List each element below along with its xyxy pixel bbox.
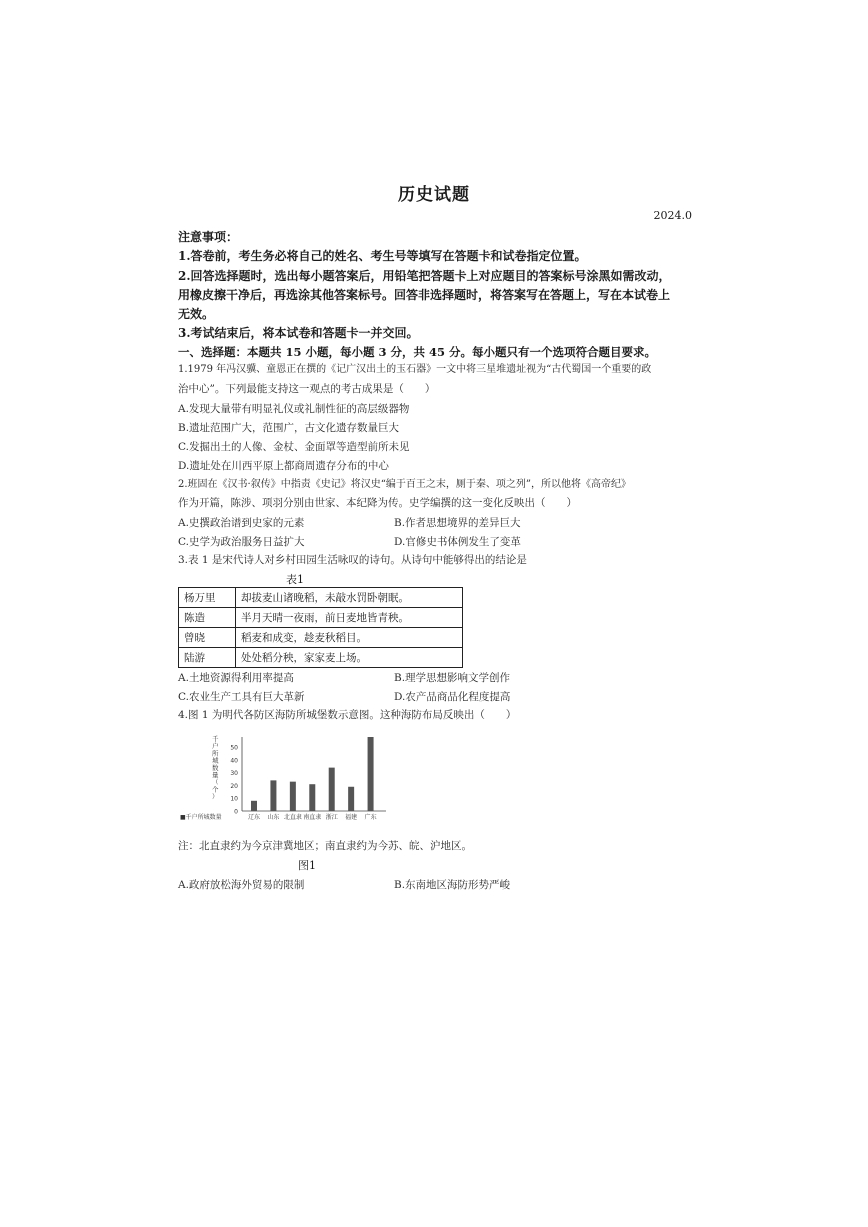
bar: [348, 787, 354, 811]
bar: [329, 768, 335, 811]
y-tick-label: 20: [230, 782, 238, 790]
q2-option-c: C.史学为政治服务日益扩大: [178, 536, 305, 548]
q4-note: 注：北直隶约为今京津冀地区；南直隶约为今苏、皖、沪地区。: [178, 840, 472, 852]
verse-cell: 稻麦和成变，趁麦秋稻目。: [236, 628, 463, 648]
q1-option-a: A.发现大量带有明显礼仪或礼制性征的高层级器物: [178, 403, 410, 415]
q4-stem: 4.图 1 为明代各防区海防所城堡数示意图。这种海防布局反映出（ ）: [178, 709, 517, 721]
x-tick-label: 山东: [267, 814, 280, 821]
bar-chart: [178, 730, 408, 825]
bar: [309, 784, 315, 811]
y-tick-label: 30: [230, 770, 238, 778]
y-tick-label: 40: [230, 757, 238, 765]
q4-option-b: B.东南地区海防形势严峻: [394, 879, 511, 891]
q3-option-b: B.理学思想影响文学创作: [394, 672, 511, 684]
notice-heading: 注意事项：: [178, 230, 239, 244]
q1-option-b: B.遗址范围广大，范围广，古文化遗存数量巨大: [178, 422, 400, 434]
verse-cell: 却拔麦山诸晚稻，未敲水罚卧朝眠。: [236, 588, 463, 608]
q1-stem-line1: 1.1979 年冯汉骥、童恩正在撰的《记广汉出土的玉石器》一文中将三星堆遗址视为“古代蜀国一个重要的政: [178, 364, 652, 375]
poet-cell: 陈造: [179, 608, 236, 628]
page-title: 历史试题: [398, 185, 470, 205]
q1-option-d: D.遗址处在川西平原上都商周遗存分布的中心: [178, 460, 389, 472]
verse-cell: 半月天晴一夜雨，前日麦地皆青秧。: [236, 608, 463, 628]
q4-option-a: A.政府放松海外贸易的限制: [178, 879, 305, 891]
verse-cell: 处处稻分秧，家家麦上场。: [236, 648, 463, 668]
notice-item-3: 3.考试结束后，将本试卷和答题卡一并交回。: [178, 326, 419, 340]
table-row: [179, 588, 463, 608]
x-tick-label: 广东: [364, 814, 377, 821]
table-row: [179, 648, 463, 668]
q2-option-d: D.官修史书体例发生了变革: [394, 536, 521, 548]
bar: [368, 737, 374, 811]
q2-stem-line2: 作为开篇，陈涉、项羽分别由世家、本纪降为传。史学编撰的这一变化反映出（ ）: [178, 497, 577, 509]
q2-option-a: A.史撰政治谱到史家的元素: [178, 517, 305, 529]
q3-stem: 3.表 1 是宋代诗人对乡村田园生活咏叹的诗句。从诗句中能够得出的结论是: [178, 554, 527, 566]
q2-stem-line1: 2.班固在《汉书·叙传》中指责《史记》将汉史“编于百王之末，厕于秦、项之列”，所以他将《高帝纪》: [178, 479, 631, 490]
bar: [270, 780, 276, 811]
y-tick-label: 50: [230, 744, 238, 752]
y-axis-label: 千户所城数量（个）: [212, 735, 219, 801]
q1-stem-line2: 治中心”。下列最能支持这一观点的考古成果是（ ）: [178, 383, 436, 395]
notice-item-2-cont: 用橡皮擦干净后，再选涂其他答案标号。回答非选择题时，将答案写在答题上，写在本试卷上: [178, 288, 671, 302]
poet-cell: 曾晓: [179, 628, 236, 648]
notice-item-2-end: 无效。: [178, 307, 215, 321]
q2-option-b: B.作者思想境界的差异巨大: [394, 517, 521, 529]
exam-date: 2024.0: [653, 209, 692, 222]
table-row: [179, 628, 463, 648]
x-tick-label: 北直隶: [283, 814, 302, 821]
x-tick-label: 南直隶: [303, 814, 322, 821]
x-tick-label: 福建: [345, 814, 358, 821]
q3-option-a: A.土地资源得利用率提高: [178, 672, 294, 684]
poet-cell: 陆游: [179, 648, 236, 668]
notice-item-2: 2.回答选择题时，选出每小题答案后，用铅笔把答题卡上对应题目的答案标号涂黑如需改动，: [178, 269, 671, 283]
poem-table: [178, 587, 463, 668]
bar: [290, 782, 296, 811]
notice-item-1: 1.答卷前，考生务必将自己的姓名、考生号等填写在答题卡和试卷指定位置。: [178, 249, 587, 263]
figure1-caption: 图1: [298, 859, 316, 872]
y-tick-label: 10: [230, 795, 238, 803]
chart-legend: ■千户所城数量: [180, 814, 222, 821]
q3-option-d: D.农产品商品化程度提高: [394, 691, 511, 703]
bar: [251, 801, 257, 811]
q1-option-c: C.发掘出土的人像、金杖、金面罩等造型前所未见: [178, 441, 410, 453]
x-tick-label: 浙江: [325, 814, 338, 821]
x-tick-label: 辽东: [247, 814, 261, 821]
table-row: [179, 608, 463, 628]
y-tick-label: 0: [234, 808, 238, 816]
poet-cell: 杨万里: [179, 588, 236, 608]
table1-caption: 表1: [286, 573, 304, 586]
q3-option-c: C.农业生产工具有巨大革新: [178, 691, 305, 703]
section-heading: 一、选择题：本题共 15 小题，每小题 3 分，共 45 分。每小题只有一个选项符合题目要求。: [178, 345, 657, 359]
